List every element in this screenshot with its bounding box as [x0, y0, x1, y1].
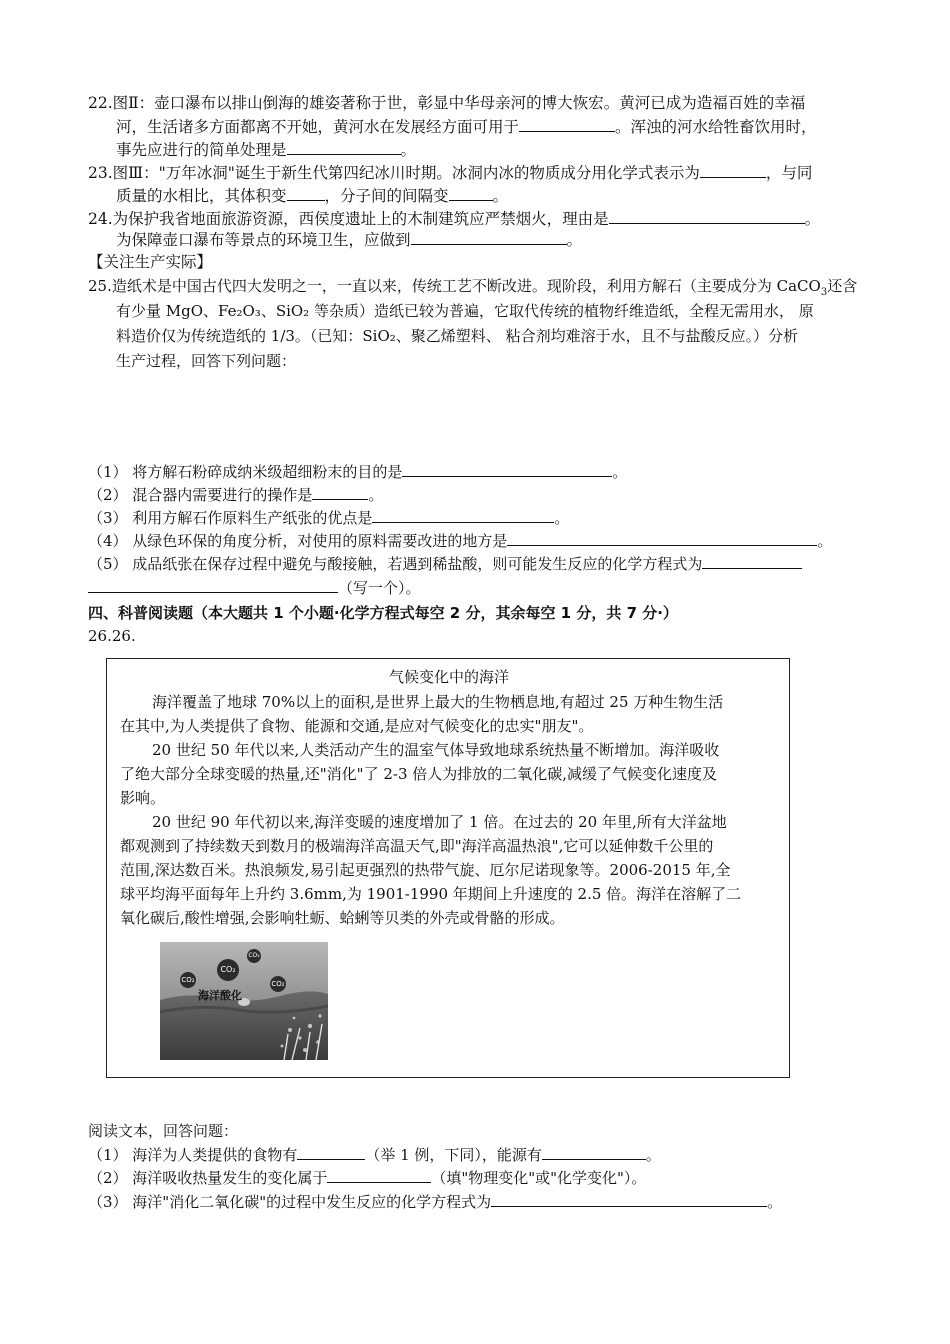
q25-text: 25.造纸术是中国古代四大发明之一，一直以来，传统工艺不断改进。现阶段，利用方解石（主要成分为 CaCO [88, 277, 821, 295]
q25-line4: 生产过程，回答下列问题： [116, 352, 297, 370]
q25-text: （1） 将方解石粉碎成纳米级超细粉末的目的是 [88, 463, 403, 481]
q25-text: （3） 利用方解石作原料生产纸张的优点是 [88, 509, 373, 527]
article-box [106, 658, 790, 1078]
q25-text: 。 [612, 463, 628, 481]
reading-text: （1） 海洋为人类提供的食物有 [88, 1146, 298, 1164]
q24-line2 [116, 229, 582, 250]
answer-blank[interactable] [519, 116, 615, 132]
ocean-acidification-illustration [160, 942, 328, 1060]
q25-sub4 [88, 530, 832, 551]
image-caption: 海洋酸化 [198, 989, 242, 1002]
q25-text: 。 [368, 486, 384, 504]
answer-blank[interactable] [700, 162, 766, 178]
q22-text: 事先应进行的简单处理是 [116, 141, 287, 159]
q23-text: 质量的水相比，其体积变 [116, 187, 287, 205]
reading-q1 [88, 1144, 661, 1165]
q25-text: （5） 成品纸张在保存过程中避免与酸接触，若遇到稀盐酸，则可能发生反应的化学方程式为 [88, 555, 703, 573]
answer-blank[interactable] [287, 185, 325, 201]
q25-line1 [88, 276, 857, 303]
q25-text: （4） 从绿色环保的角度分析，对使用的原料需要改进的地方是 [88, 532, 508, 550]
article-line: 影响。 [120, 789, 166, 807]
q25-text: （2） 混合器内需要进行的操作是 [88, 486, 313, 504]
reading-text: （3） 海洋"消化二氧化碳"的过程中发生反应的化学方程式为 [88, 1193, 492, 1211]
answer-blank[interactable] [507, 530, 817, 546]
co2-label: CO₂ [248, 952, 260, 959]
q25-sub5 [88, 553, 802, 574]
q22-text: 。 [400, 141, 417, 159]
article-line: 了绝大部分全球变暖的热量,还"消化"了 2-3 倍人为排放的二氧化碳,减缓了气候变化速度及 [120, 765, 718, 783]
q23-line2 [116, 185, 508, 206]
article-line: 20 世纪 90 年代初以来,海洋变暖的速度增加了 1 倍。在过去的 20 年里,所有大洋盆地 [152, 813, 727, 831]
article-line: 氧化碳后,酸性增强,会影响牡蛎、蛤蜊等贝类的外壳或骨骼的形成。 [120, 909, 565, 927]
q23-text: 23.图Ⅲ："万年冰洞"诞生于新生代第四纪冰川时期。冰洞内冰的物质成分用化学式表示为 [88, 164, 700, 182]
answer-blank[interactable] [88, 577, 338, 593]
answer-blank[interactable] [312, 484, 368, 500]
co2-label: CO₂ [271, 980, 285, 988]
q25-sub3 [88, 507, 569, 528]
section4-title: 四、科普阅读题（本大题共 1 个小题·化学方程式每空 2 分，其余每空 1 分，共 7 分·） [88, 604, 678, 622]
article-line: 都观测到了持续数天到数月的极端海洋高温天气,即"海洋高温热浪",它可以延伸数千公里的 [120, 837, 714, 855]
answer-blank[interactable] [491, 1191, 767, 1207]
reading-q3 [88, 1191, 782, 1212]
answer-blank[interactable] [411, 229, 567, 245]
reading-text: 。 [767, 1193, 783, 1211]
q22-line1 [88, 93, 805, 113]
reading-q2 [88, 1167, 646, 1188]
article-line: 20 世纪 50 年代以来,人类活动产生的温室气体导致地球系统热量不断增加。海洋吸收 [152, 741, 720, 759]
answer-blank[interactable] [449, 185, 493, 201]
q22-line3 [116, 139, 416, 160]
answer-blank[interactable] [702, 553, 802, 569]
q23-text: ，分子间的间隔变 [324, 187, 449, 205]
co2-label: CO₂ [181, 976, 195, 984]
q25-sub1 [88, 461, 627, 482]
q25-text: 。 [817, 532, 833, 550]
q24-text: 。 [804, 210, 821, 228]
co2-label: CO₂ [220, 965, 236, 974]
q25-sub5-cont [88, 577, 421, 598]
q24-line1 [88, 208, 820, 229]
reading-text: （填"物理变化"或"化学变化"）。 [431, 1169, 647, 1187]
q22-text: 22.图Ⅱ：壶口瀑布以排山倒海的雄姿著称于世，彰显中华母亲河的博大恢宏。黄河已成为造福百姓的幸福 [88, 94, 806, 112]
q22-line2 [116, 116, 817, 137]
article-line: 在其中,为人类提供了食物、能源和交通,是应对气候变化的忠实"朋友"。 [120, 717, 594, 735]
article-line: 范围,深达数百米。热浪频发,易引起更强烈的热带气旋、厄尔尼诺现象等。2006-2015 年,全 [120, 861, 731, 879]
q25-line3: 料造价仅为传统造纸的 1/3。（已知：SiO₂、聚乙烯塑料、 粘合剂均难溶于水，且不与盐酸反应。）分析 [116, 327, 799, 345]
q25-line2: 有少量 MgO、Fe₂O₃、SiO₂ 等杂质）造纸已较为普遍，它取代传统的植物纤维造纸，全程无需用水， 原 [116, 302, 814, 320]
answer-blank[interactable] [402, 461, 612, 477]
answer-blank[interactable] [297, 1144, 365, 1160]
q23-line1 [88, 162, 812, 183]
q25-text: （写一个）。 [338, 579, 421, 597]
q25-text: 还含 [827, 277, 858, 295]
article-line: 球平均海平面每年上升约 3.6mm,为 1901-1990 年期间上升速度的 2.5 倍。海洋在溶解了二 [120, 885, 742, 903]
answer-blank[interactable] [327, 1167, 431, 1183]
reading-text: 。 [645, 1146, 661, 1164]
q25-subscript: 3 [820, 287, 828, 298]
answer-blank[interactable] [609, 208, 805, 224]
article-title: 气候变化中的海洋 [388, 668, 509, 686]
reading-text: （2） 海洋吸收热量发生的变化属于 [88, 1169, 328, 1187]
q22-text: 。浑浊的河水给牲畜饮用时， [615, 118, 817, 136]
q23-text: 。 [492, 187, 509, 205]
q23-text: ，与同 [765, 164, 813, 182]
reading-intro: 阅读文本，回答问题： [88, 1122, 239, 1140]
section-focus-heading: 【关注生产实际】 [88, 253, 213, 271]
section4-number: 26.26. [88, 627, 136, 645]
ocean-acidification-image [160, 942, 328, 1060]
q22-text: 河，生活诸多方面都离不开她，黄河水在发展经方面可用于 [116, 118, 520, 136]
q25-sub2 [88, 484, 383, 505]
q24-text: 为保障壶口瀑布等景点的环境卫生，应做到 [116, 231, 411, 249]
q24-text: 24.为保护我省地面旅游资源，西侯度遗址上的木制建筑应严禁烟火，理由是 [88, 210, 609, 228]
answer-blank[interactable] [372, 507, 554, 523]
q24-text: 。 [566, 231, 583, 249]
answer-blank[interactable] [542, 1144, 646, 1160]
article-line: 海洋覆盖了地球 70%以上的面积,是世界上最大的生物栖息地,有超过 25 万种生物生活 [152, 693, 724, 711]
q25-text: 。 [554, 509, 570, 527]
reading-text: （举 1 例，下同），能源有 [365, 1146, 542, 1164]
answer-blank[interactable] [287, 139, 401, 155]
